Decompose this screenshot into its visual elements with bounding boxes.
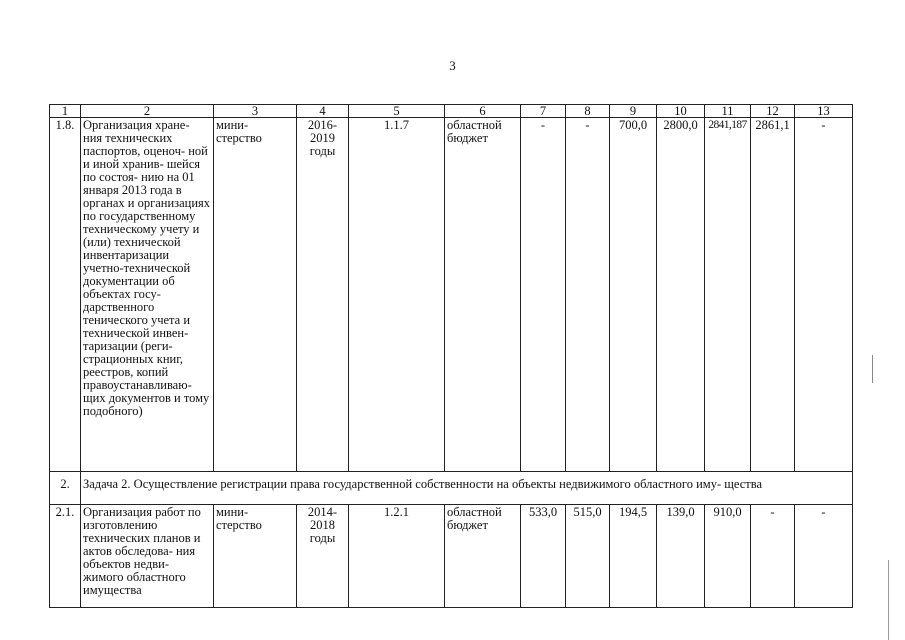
scan-artifact xyxy=(872,355,873,383)
value-col-7: - xyxy=(521,118,566,472)
indicator-code: 1.2.1 xyxy=(349,505,445,608)
value-col-12: - xyxy=(751,505,795,608)
program-table xyxy=(49,104,853,608)
header-cell: 13 xyxy=(795,105,853,118)
indicator-code: 1.1.7 xyxy=(349,118,445,472)
value-col-8: - xyxy=(566,118,610,472)
header-cell: 2 xyxy=(81,105,214,118)
funding-source: областной бюджет xyxy=(445,118,521,472)
value-col-11: 910,0 xyxy=(705,505,751,608)
funding-source: областной бюджет xyxy=(445,505,521,608)
table-row-2-1 xyxy=(50,505,853,608)
value-col-8: 515,0 xyxy=(566,505,610,608)
header-cell: 4 xyxy=(297,105,349,118)
period: 2016- 2019 годы xyxy=(297,118,349,472)
header-cell: 6 xyxy=(445,105,521,118)
header-cell: 9 xyxy=(610,105,657,118)
executor: мини- стерство xyxy=(214,505,297,608)
header-cell: 3 xyxy=(214,105,297,118)
period: 2014- 2018 годы xyxy=(297,505,349,608)
value-col-13: - xyxy=(795,505,853,608)
value-col-12: 2861,1 xyxy=(751,118,795,472)
value-col-13: - xyxy=(795,118,853,472)
row-number: 1.8. xyxy=(50,118,81,472)
header-cell: 1 xyxy=(50,105,81,118)
task-row-2 xyxy=(50,472,853,505)
activity-name: Организация работ по изготовлению технических планов и актов обследова- ния объектов недви- жимого областного имущества xyxy=(81,505,214,608)
header-cell: 11 xyxy=(705,105,751,118)
value-col-11: 2841,187 xyxy=(705,118,751,472)
value-col-9: 700,0 xyxy=(610,118,657,472)
scan-edge-artifact xyxy=(888,560,889,640)
value-col-7: 533,0 xyxy=(521,505,566,608)
header-cell: 10 xyxy=(657,105,705,118)
value-col-9: 194,5 xyxy=(610,505,657,608)
row-number: 2.1. xyxy=(50,505,81,608)
header-cell: 8 xyxy=(566,105,610,118)
task-title: Задача 2. Осуществление регистрации права государственной собственности на объекты недвижимого областного иму- щества xyxy=(81,472,853,505)
table-row-1-8 xyxy=(50,118,853,472)
task-number: 2. xyxy=(50,472,81,505)
header-cell: 5 xyxy=(349,105,445,118)
value-col-10: 2800,0 xyxy=(657,118,705,472)
page-number: 3 xyxy=(449,58,456,73)
header-cell: 7 xyxy=(521,105,566,118)
executor: мини- стерство xyxy=(214,118,297,472)
value-col-10: 139,0 xyxy=(657,505,705,608)
header-row xyxy=(50,105,853,118)
header-cell: 12 xyxy=(751,105,795,118)
activity-name: Организация хране- ния технических паспортов, оценоч- ной и иной хранив- шейся по состоя- нию на 01 января 2013 года в органах и организациях по государственному техническому учету и (или) технической инвентаризации учетно-технической документации об объектах госу- дарственного тенического учета и технической инвен- таризации (реги- страционных книг, реестров, копий правоустанавливаю- щих документов и тому подобного) xyxy=(81,118,214,472)
